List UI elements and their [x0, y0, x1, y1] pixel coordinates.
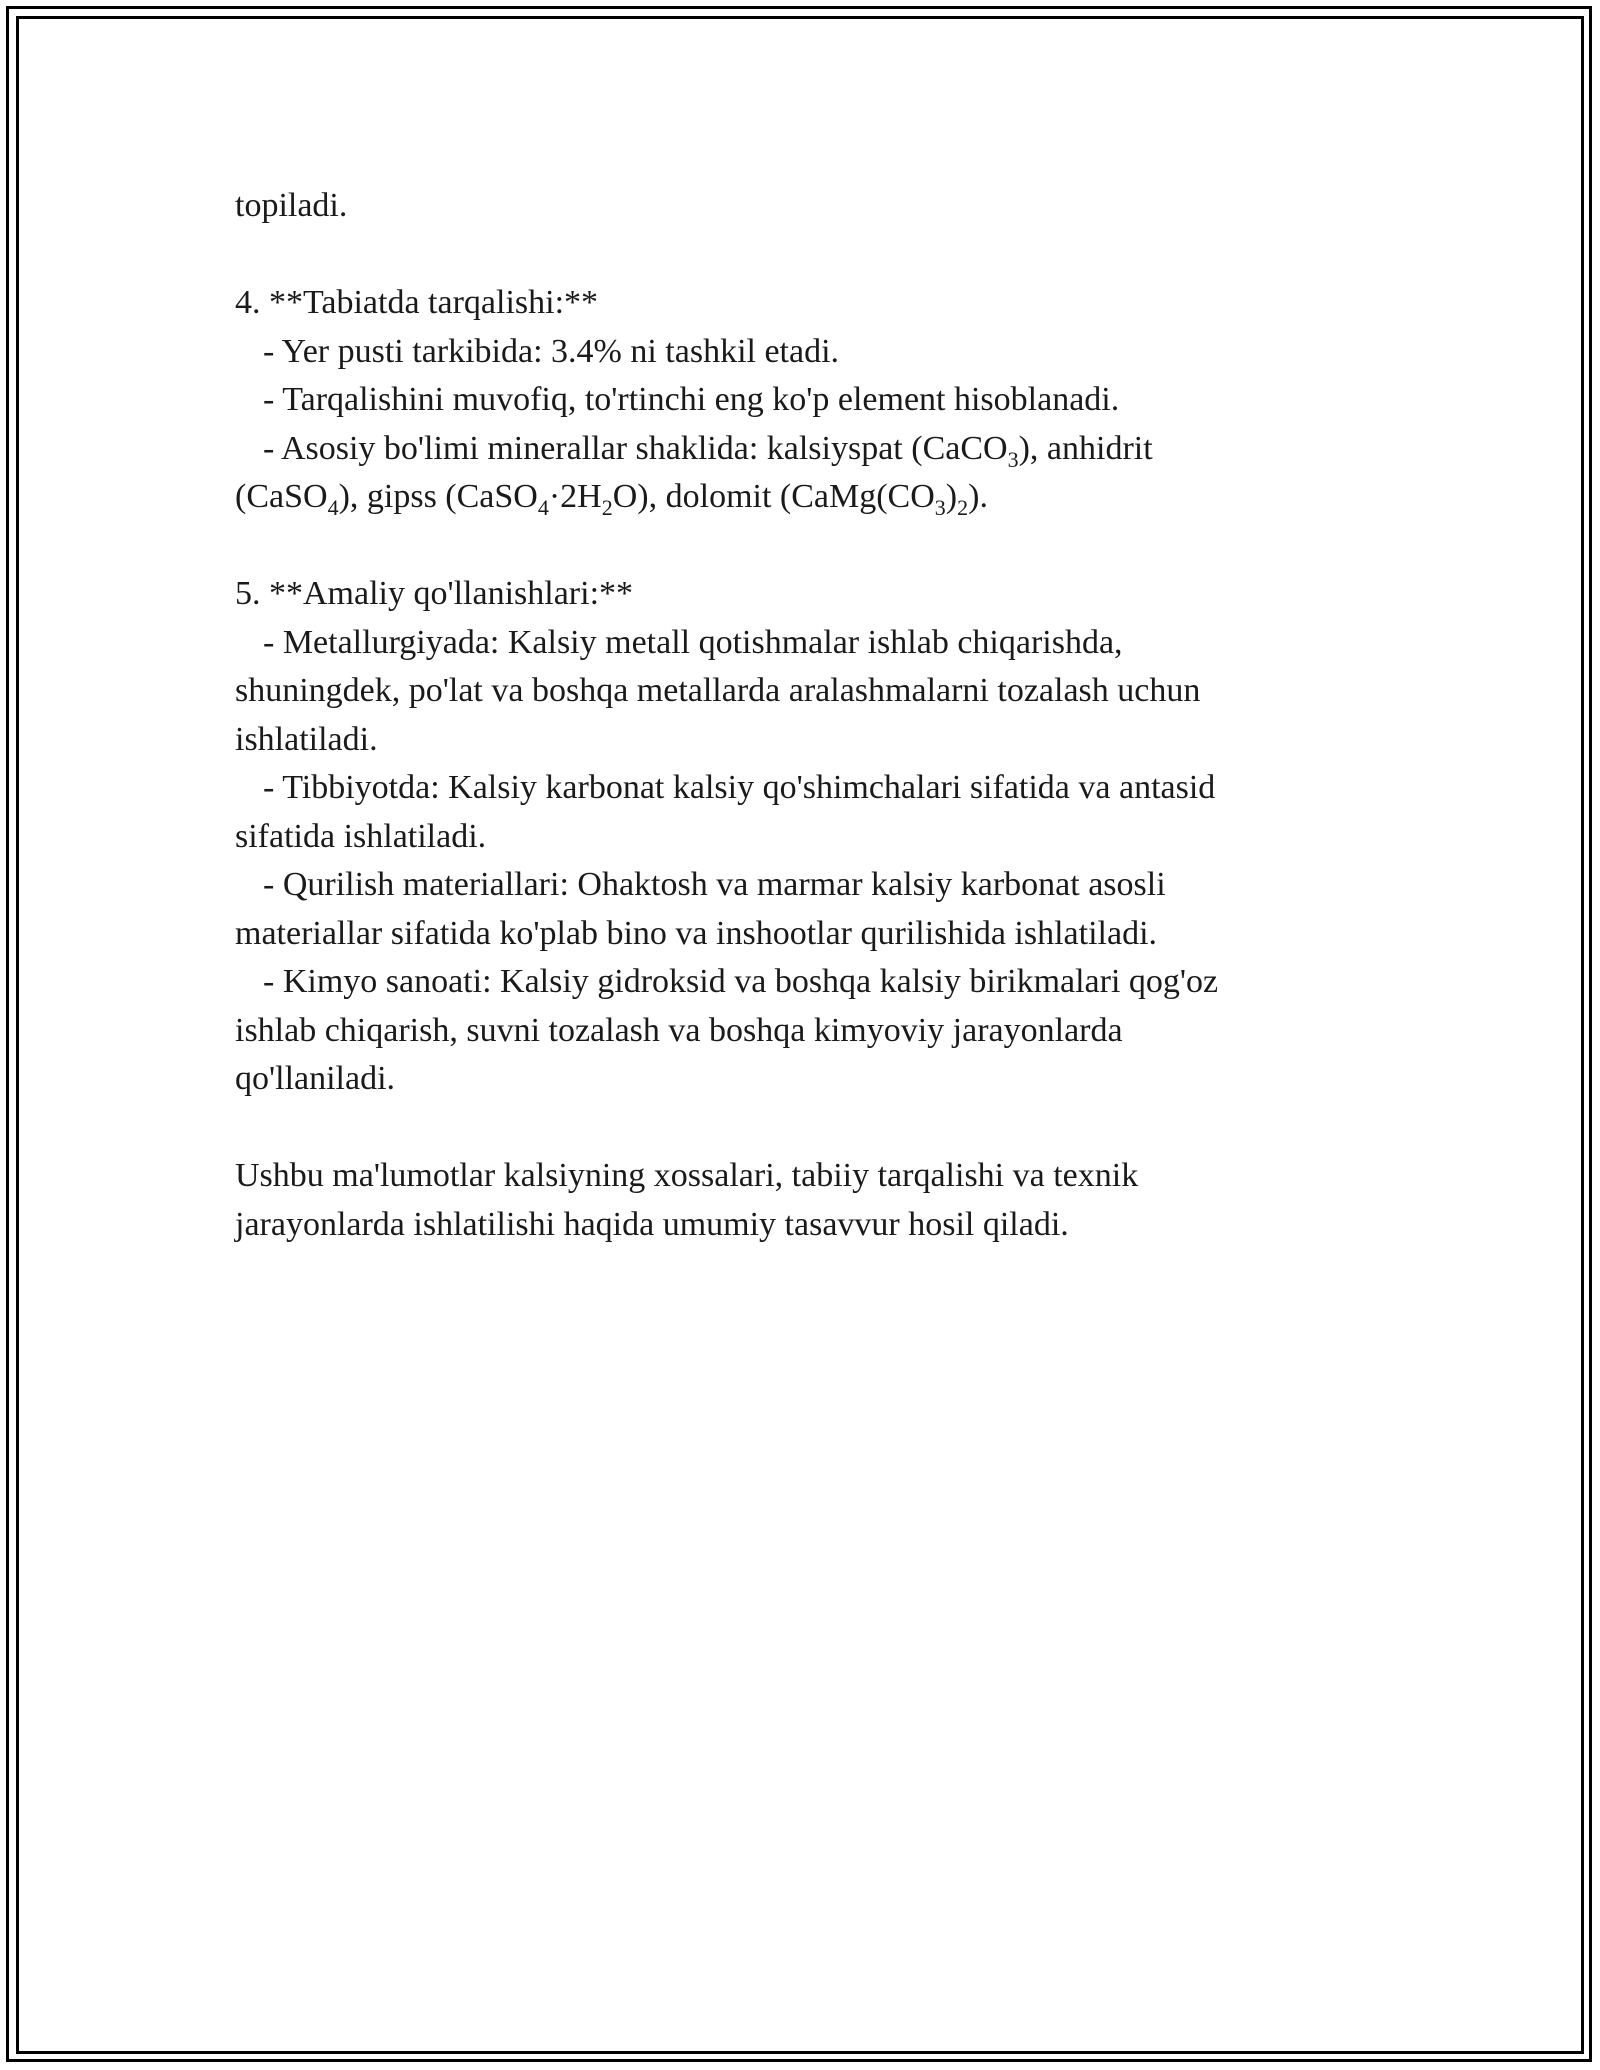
blank-line	[235, 1104, 1355, 1153]
text-run: ).	[968, 478, 988, 515]
text-run: )	[945, 478, 958, 515]
text-line: materiallar sifatida ko'plab bino va inshootlar qurilishida ishlatiladi.	[235, 914, 1158, 952]
bullet-line: - Kimyo sanoati: Kalsiy gidroksid va boshqa kalsiy birikmalari qog'oz	[263, 963, 1219, 1000]
blank-line	[235, 522, 1355, 571]
subscript: 4	[537, 495, 549, 520]
text-run: ·2H	[548, 478, 602, 515]
subscript: 3	[1007, 446, 1019, 472]
text-run: - Asosiy bo'limi minerallar shaklida: kalsiyspat (CaCO	[263, 429, 1008, 467]
bullet-line: - Qurilish materiallari: Ohaktosh va marmar kalsiy karbonat asosli	[263, 866, 1166, 903]
text-line: ishlab chiqarish, suvni tozalash va boshqa kimyoviy jarayonlarda	[235, 1011, 1123, 1049]
text-run: O), dolomit (CaMg(CO	[612, 478, 935, 515]
conclusion-line: Ushbu ma'lumotlar kalsiyning xossalari, tabiiy tarqalishi va texnik	[235, 1157, 1139, 1194]
text-line	[235, 473, 1355, 522]
bullet-line: - Yer pusti tarkibida: 3.4% ni tashkil etadi.	[263, 332, 840, 370]
subscript: 2	[601, 495, 613, 520]
bullet-line	[235, 425, 1355, 474]
text-line: ishlatiladi.	[235, 720, 378, 758]
bullet-line: - Tibbiyotda: Kalsiy karbonat kalsiy qo'shimchalari sifatida va antasid	[263, 769, 1216, 806]
bullet-line: - Metallurgiyada: Kalsiy metall qotishmalar ishlab chiqarishda,	[263, 623, 1123, 661]
text-line: sifatida ishlatiladi.	[235, 817, 487, 855]
text-line: shuningdek, po'lat va boshqa metallarda aralashmalarni tozalash uchun	[235, 672, 1201, 709]
text-run: ), anhidrit	[1018, 429, 1153, 467]
section-heading-5: 5. **Amaliy qo'llanishlari:**	[235, 575, 634, 612]
bullet-line: - Tarqalishini muvofiq, to'rtinchi eng ko'p element hisoblanadi.	[263, 381, 1120, 418]
subscript: 4	[327, 495, 339, 520]
blank-line	[235, 231, 1355, 280]
document-body	[235, 182, 1355, 1249]
text-run: (CaSO	[235, 478, 328, 515]
conclusion-line: jarayonlarda ishlatilishi haqida umumiy tasavvur hosil qiladi.	[235, 1205, 1069, 1243]
text-line: topiladi.	[235, 187, 348, 224]
text-run: ), gipss (CaSO	[338, 478, 538, 515]
section-heading-4: 4. **Tabiatda tarqalishi:**	[235, 284, 599, 321]
subscript: 3	[934, 495, 946, 520]
text-line: qo'llaniladi.	[235, 1060, 396, 1097]
subscript: 2	[957, 495, 969, 520]
